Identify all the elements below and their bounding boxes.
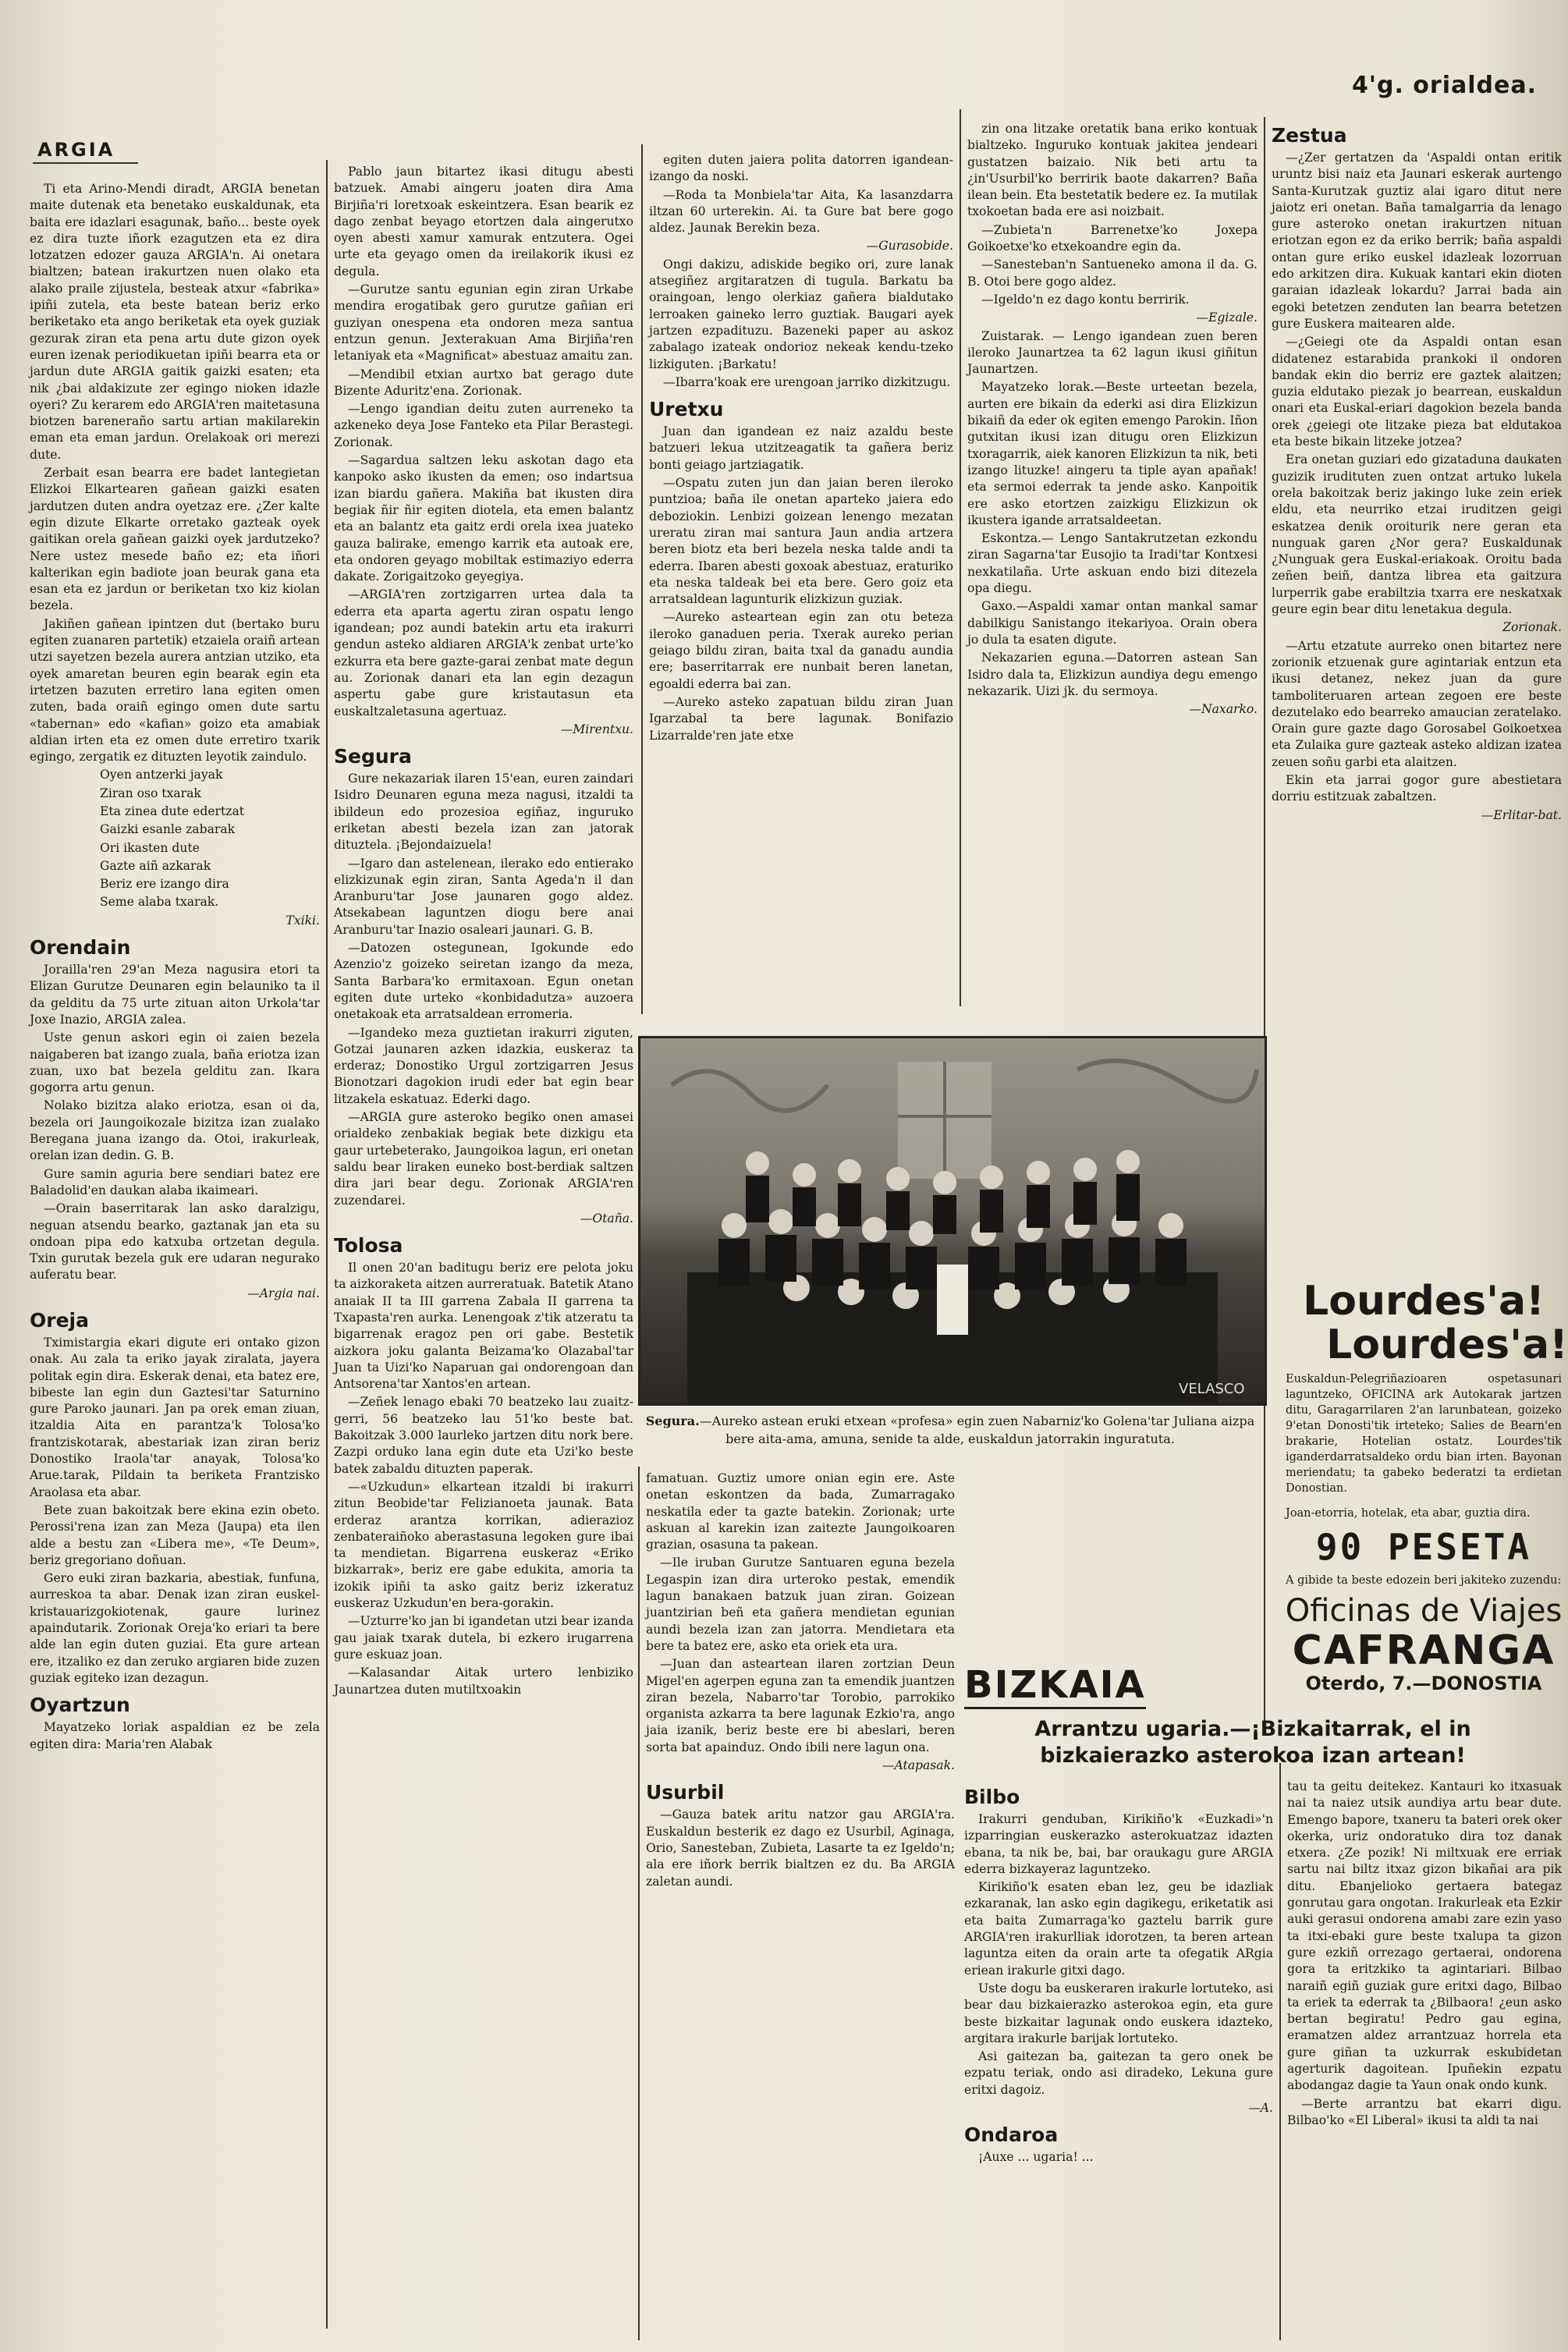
signature: Zorionak.: [1502, 620, 1562, 635]
column-3-lower: [646, 1470, 955, 2340]
photographer-signature: VELASCO: [1179, 1381, 1245, 1397]
signature: —Atapasak.: [882, 1758, 955, 1773]
article-text: —Zeñek lenago ebaki 70 beatzeko lau zuaitz-gerri, 56 beatzeko lau 51'ko beste bat. Bakoitzak 3.000 laurleko jartzen ditu nork bere. Zazpi orduko lana egin dute eta Uzi'ko beste batek zabaldu dituzten paperak.: [334, 1395, 633, 1476]
article-text: Bete zuan bakoitzak bere ekina ezin obeto. Perossi'rena izan zan Meza (Jaupa) eta ilen alde a bestu zan «Libera me», «Te Deum», beriz gregoriano doñuan.: [30, 1502, 320, 1567]
signature: —Naxarko.: [1189, 702, 1258, 717]
ad-body: Euskaldun-Pelegriñazioaren ospetasunari laguntzeko, OFICINA ark Autokarak jartzen ditu, Garagarrilaren 2'an larunbatean, goizeko 9'etan Donosti'tik irteteko; Salies de Bearn'en brakarie, Hotelian ostatz. Lourdes'tik iganderdarratsaldeko ordu bian irten. Bayonan meriendatu; ta gabeko bederatzi ta erdietan Donostian.: [1286, 1373, 1562, 1495]
poem-line: Seme alaba txarak.: [100, 895, 219, 910]
article-text: —Ospatu zuten jun dan jaian beren ileroko puntzioa; baña ile onetan aparteko jaiera edo deboziokin. Lenbizi goizean lenengo mezatan ureratu ziran mai santura Jaun andia artzera beren biotz eta beri bezela neska talde andi ta ederra. Ibaren abesti goxoak abestuaz, eraturiko eta neska taldeak bei eta bere. Gero goiz eta arratsaldean lagunturik elizkizun guziak.: [649, 476, 953, 607]
article-text: Ongi dakizu, adiskide begiko ori, zure lanak atsegiñez argitaratzen di tugula. Barkatu ba oraingoan, lengo olerkiaz gañera bialdutako lerroaken gaineko lerro guztiak. Baugari ayek jartzen ezpadituzu. Bazeneki paper au askoz zabalago izateak ondorioz nekeak kendu-tzeko lizkiguten. ¡Barkatu!: [649, 257, 953, 371]
article-text: —«Uzkudun» elkartean itzaldi bi irakurri zitun Beobide'tar Felizianoeta jaunak. Bata erderaz arantza korrikan, adierazioz zenbateraiñoko aberastasuna legoken gure ibai ta mendietan. Bigarrena euskeraz «Eriko bizkarrak», beriz ere gabe edukita, amoria ta izokik ipiñi ta asko gaitz beriz izkeratuz euskeraz Uzkudun'en bera-gorakin.: [334, 1479, 633, 1611]
column-1: [30, 181, 320, 2342]
article-text: Tximistargia ekari digute eri ontako gizon onak. Au zala ta eriko jayak ziralata, jayera politak egin dira. Eskerak denai, eta batez ere, bibeste lan egin dun Gaztesi'tar Saturnino gure Paroko jaunari. Jan pa orek eman ziuan, itzaldia Aita en parantza'k Tolosa'ko frantziskotarak, abestariak izan ziran beriz Donostiko Iraola'tar anayak, Tolosa'ko Arue.tarak, Pildain ta beriketa Frantzisko Araolasa eta abar.: [30, 1336, 320, 1499]
article-text: tau ta geitu deitekez. Kantauri ko itxasuak nai ta naiez utsik aundiya artu bear dute. Emengo bapore, txaneru ta bateri orek oker okerka, uriz ondoratuko dira toz danak etxera. ¿Ze pozik! Ni miltxuak ere erriak sartu nai biltz itxaz gizon bikañai ara pik ditu. Ebanjelioko gertaera bategaz gonrutau gara ongotan. Irakurleak eta Ezkir auki gerasui ondorena amabi zare ezin yaso ta itxi-ebaki gure beste txalupa ta gizon gure ezkiñ orrezago gertaerai, ondorena gora ta eritzkiko ta agintariari. Bilbao naraiñ egiñ guziak gure eritxi dago, Bilbao ta eriek ta ederrak ta ¿Bilbaora! ¿eun asko bertan begiratu! Pedro gau egina, eramatzen aldez arrantzuaz horrela eta gure giñan ta uzkurrak eskubidetan agerturik dagoitean. Ipuñekin ezpatu abodangaz dagie ta Yaun onak ondo kunk.: [1287, 1779, 1562, 2093]
article-text: —Gurutze santu egunian egin ziran Urkabe mendira erogatibak gero gurutze gañian eri guziyan onespena eta ondoren meza santua entzun genun. Jexterakuan Ama Birjiña'ren letaniyak eta «Magnificat» abestuaz amaitu zan.: [334, 282, 633, 364]
section-heading-uretxu: Uretxu: [649, 398, 724, 421]
column-3-upper: [649, 152, 953, 1018]
column-divider: [638, 1467, 640, 2340]
article-text: Il onen 20'an baditugu beriz ere pelota joku ta aizkoraketa aitzen aurreratuak. Batetik Atano anaiak II ta III garrena Zabala II garrena ta Txapasta'ren aurka. Lenengoak z'tik atzeratu ta bigarrenak eragoz pen ori gabe. Bestetik aizkora joku galanta Beizama'ko Olazabal'tar Juan ta Uizi'ko Naparuan gai ondorengoan dan Antsorena'tar Xantos'en artean.: [334, 1261, 633, 1392]
article-text: Mayatzeko loriak aspaldian ez be zela egiten dira: Maria'ren Alabak: [30, 1720, 320, 1751]
caption-text: —Aureko astean eruki etxean «profesa» egin zuen Nabarniz'ko Golena'tar Juliana aizpa bere aita-ama, amuna, senide ta alde, euskaldun jatorrakin inguratuta.: [699, 1414, 1255, 1446]
caption-lead: Segura.: [645, 1414, 700, 1428]
masthead-logo: ARGIA: [33, 139, 138, 164]
article-text: ¡Auxe ... ugaria! ...: [978, 2150, 1094, 2165]
article-text: —Mendibil etxian aurtxo bat gerago dute Bizente Aduritz'ena. Zorionak.: [334, 367, 633, 398]
article-text: —Artu etzatute aurreko onen bitartez nere zorionik etzuenak gure agintariak entzun eta ikusi detanez, nekez juan da gure tamboliteruaren artean zegoen ere beste dezutelako edo bearreko amaucian zeratelako. Orain gure gazte dago Gorosabel Goikoetxea eta Zulaika gure gazteak asteko aldizan izatea zeuen soñu garbi eta alaitzen.: [1272, 638, 1562, 769]
ad-note: Joan-etorria, hotelak, eta abar, guztia dira.: [1286, 1507, 1531, 1520]
signature: Txiki.: [286, 913, 320, 928]
section-heading-oreja: Oreja: [30, 1309, 89, 1332]
article-text: —Gauza batek aritu natzor gau ARGIA'ra. Euskaldun besterik ez dago ez Usurbil, Aginaga, Orio, Sanesteban, Zubieta, Lasarte ta ez Igeldo'n; ala ere iñork berrik bialtzen ez du. Ba ARGIA zaletan aundi.: [646, 1807, 955, 1889]
article-text: —Uzturre'ko jan bi igandetan utzi bear izanda gau jaiak txarak dutela, bi ezkero irugarrena gure eskuaz joan.: [334, 1614, 633, 1662]
article-text: Eskontza.— Lengo Santakrutzetan ezkondu ziran Sagarna'tar Eusojio ta Iradi'tar Kontxesi nexkatilaña. Urte askuan endo bizi ditezela opa diegu.: [967, 531, 1258, 596]
article-text: Nolako bizitza alako eriotza, esan oi da, bezela ori Jaungoikozale bizitza izan zualako Beregana juana izango da. Otoi, irakurleak, orelan izan dedin. G. B.: [30, 1098, 320, 1163]
column-divider: [326, 160, 328, 2329]
section-heading-bilbo: Bilbo: [964, 1786, 1020, 1808]
article-text: —Ibarra'koak ere urengoan jarriko dizkitzugu.: [663, 374, 951, 389]
signature: —Argia nai.: [247, 1286, 320, 1300]
article-text: Zuistarak. — Lengo igandean zuen beren ileroko Jaunartzea ta 62 lagun ikusi giñitun Jaunartzen.: [967, 328, 1258, 377]
article-text: —Roda ta Monbiela'tar Aita, Ka lasanzdarra iltzan 60 urterekin. Ai. ta Gure bat bere gogo aldez. Jaunak Berekin beza.: [649, 187, 953, 236]
article-text: —Igaro dan astelenean, ilerako edo entierako elizkizunak egin ziran, Santa Ageda'n il dan Aranburu'tar Jose jaunaren gogo aldez. Atsekabean laguntzen diogu bere anai Aranburu'tar Inazio osaleari jaunari. G. B.: [334, 856, 633, 937]
section-title-bizkaia: BIZKAIA: [964, 1663, 1146, 1709]
section-subtitle-bizkaia: Arrantzu ugaria.—¡Bizkaitarrak, el in bizkaierazko asterokoa izan artean!: [1034, 1717, 1471, 1768]
ad-note: A gibide ta beste edozein beri jakiteko zuzendu:: [1286, 1574, 1562, 1587]
page-number: 4'g. orialdea.: [1351, 72, 1537, 99]
poem-line: Gaizki esanle zabarak: [100, 822, 236, 837]
ad-office: Oficinas de Viajes: [1285, 1593, 1563, 1629]
photo-caption: [641, 1412, 1259, 1448]
article-text: —ARGIA gure asteroko begiko onen amasei orialdeko zenbakiak begiak bete dizkigu eta gaur urtebeterako, Jaungoikoa lagun, eri onetan saldu bear liraken euneko bost-berdiak saltzen dira jari bear degu. Zorionak ARGIA'ren zuzendarei.: [334, 1110, 633, 1208]
column-divider: [1264, 117, 1265, 1724]
ad-address: Oterdo, 7.—DONOSTIA: [1305, 1673, 1542, 1694]
article-text: —Zubieta'n Barrenetxe'ko Joxepa Goikoetxe'ko etxekoandre egin da.: [967, 222, 1258, 254]
article-text: Pablo jaun bitartez ikasi ditugu abesti batzuek. Amabi aingeru joaten dira Ama Birjiña'ri loretxoak eskeintzera. Esan bearik ez dago zenbat beyago etortzen dala aingerutxo oyen abesti xamur xamurak entzutera. Ogei urte eta geyago omen da ireilakorik ikusi ez degula.: [334, 165, 633, 278]
section-heading-segura: Segura: [334, 745, 412, 768]
article-text: Gure samin aguria bere sendiari batez ere Baladolid'en daukan alaba ikaimeari.: [30, 1166, 320, 1197]
article-text: —Berte arrantzu bat ekarri digu. Bilbao'ko «El Liberal» ikusi ta aldi ta nai: [1287, 2096, 1562, 2127]
article-text: —Aureko asteartean egin zan otu beteza ileroko ganaduen peria. Txerak aureko perian geiago bildu ziran, baita txal da ganadu aundia ere; baserritarrak ere nunbait beren lanetan, egoaldi ederra bai zan.: [649, 610, 953, 691]
ad-headline: Lourdes'a!: [1303, 1278, 1545, 1325]
section-heading-orendain: Orendain: [30, 936, 131, 960]
section-heading-ondaroa: Ondaroa: [964, 2123, 1059, 2147]
poem-line: Ziran oso txarak: [100, 786, 201, 800]
signature: —Egizale.: [1196, 310, 1258, 325]
group-photo-image: [640, 1038, 1265, 1403]
signature: —Mirentxu.: [560, 722, 633, 736]
article-text: egiten duten jaiera polita datorren igandean-izango da noski.: [649, 153, 953, 184]
poem-line: Ori ikasten dute: [100, 840, 200, 855]
article-text: Mayatzeko lorak.—Beste urteetan bezela, aurten ere bikain da ederki asi dira Elizkizun bikaiñ da eder ok egiten emengo Parokin. Iñon gutxitan ikusi izan ditugu oren Elizkizun txoragarrik, aiek kanoren Elizkizun ta nik, beti izango lituzke! aingeru ta tiple ayan apañak! eta sermoi ederrak ta jende asko. Kanpoitik ere asko etortzen zaizkigu Elizkizun ok ikustera igande arratsaldeetan.: [967, 380, 1258, 527]
column-bizkaia: [964, 1779, 1273, 2340]
section-heading-usurbil: Usurbil: [646, 1781, 725, 1804]
article-text: zin ona litzake oretatik bana eriko kontuak bialtzeko. Inguruko kontuak jakitea jendeari gustatzen baizaio. Nik beti artu ta ¿in'Usurbil'ko berririk baote dakarren? Baña ilean bein. Eta bestetatik bedere ez. Ia mutilak txokoetan bada ere asi noizbait.: [967, 122, 1258, 219]
column-divider: [641, 144, 643, 1014]
article-text: —Sanesteban'n Santueneko amona il da. G. B. Otoi bere gogo aldez.: [967, 257, 1258, 289]
article-text: —Igandeko meza guztietan irakurri ziguten, Gotzai jaunaren azken idazkia, euskeraz ta erderaz; Donostiko Urgul zortzigarren Jesus Bionotzari dagokion irudi eder bat egin bear litzakela eskatuaz. Ederki dago.: [334, 1025, 633, 1106]
section-heading-tolosa: Tolosa: [334, 1234, 403, 1258]
article-text: Gaxo.—Aspaldi xamar ontan mankal samar dabilkigu Sanistango itekariyoa. Orain obera jo dula ta esaten digute.: [967, 599, 1258, 647]
article-text: Ti eta Arino-Mendi diradt, ARGIA benetan maite dutenak eta benetako euskaldunak, eta baita ere idazlari esagunak, baño... beste oyek ez dira tuzte iñork ezagutzen eta ez dira lotzatzen edozer gauza ARGIA'n. Ai onetara bialtzen; batean irakurtzen nuen olako eta alako praile zijustela, besteak atxur «fabrika» ipiñi zutela, eta beste batean beriz erko beriketako eta ango beriketak eta oyek guziak gezurak ziran eta pena artu dute gizon oyek euren izenak periodikuetan ipiñi bearra eta or jardun dute ARGIA gaitik gaizki esaten; eta nik ¿bai aldakizute zer egingo nioken idazle oyeri? Zu kerarem edo ARGIA'ren maitetasuna biotzen bareneraño sartu artian makilarekin eman eta eman jardun. Orelakoak ori merezi dute.: [30, 182, 320, 462]
article-text: —Ile iruban Gurutze Santuaren eguna bezela Legaspin izan dira urteroko pestak, emendik lagun banakaen batzuk juan ziran. Goizean juantzirian beñ eta gañera mendietan egunian aundi bezela izan zan jatorra. Mendietara eta bere ta batez ere, asko eta oriek eta ura.: [646, 1556, 955, 1653]
article-text: Ekin eta jarrai gogor gure abestietara dorriu estitzuak zabaltzen.: [1272, 772, 1562, 804]
article-text: Zerbait esan bearra ere badet lantegietan Elizkoi Elkartearen gañean gaizki esaten jardutzen duten andra oyetzaz ere. ¿Zer kalte egin dizute Elkarte orretako gazteak oyek gaitikan orela gañean gaizki oyek jardutzeko? Nere ustez mesede baño ez; eta iñori kalterikan egin badiote joan beurak gana eta esan eta ez jardun or beriketan txo kiz kiolan bezela.: [30, 466, 320, 613]
ad-company: CAFRANGA: [1292, 1627, 1556, 1674]
article-text: —¿Zer gertatzen da 'Aspaldi ontan eritik uruntz bisi naiz eta Jaunari eskerak aurtengo Santa-Kurutzak guztiz alai igaro ditut nere jaiotz eri onetan. Baña tamalgarria da lenago gure asteroko onetan irakurtzen nituan eriotzan egon ez da eriko berrik; baña aspaldi ontan gure eriko euskel idazleak lozorruan edo arkitzen dira. Kukuak kantari ekin dioten garaian idazleak lokardu? Jarrai bada ain egoki betetzen zenduten lan bearra betetzen gure Euskera maitearen alde.: [1272, 151, 1562, 331]
article-text: —ARGIA'ren zortzigarren urtea dala ta ederra eta aparta agertu ziran ospatu lengo igandean; poz aundi batekin artu eta irakurri gendun asteko aldiaren ARGIA'k zenbat urte'ko ezkurra eta bere gazte-garai zenbat mate degun au. Zorionak danari eta lan egin dezagun aspertu gabe gure kristautasun eta euskaltzaletasuna agertuaz.: [334, 587, 633, 718]
article-text: Uste dogu ba euskeraren irakurle lortuteko, asi bear dau bizkaierazko asterokoa egin, eta gure beste bizkaitar lagunak ondo euskera idazteko, argitara irakurle barijak lortuteko.: [964, 1981, 1273, 2045]
article-text: Asi gaitezan ba, gaitezan ta gero onek be ezpatu teriak, ondo asi diradeko, Lekuna gure eritxi dagoiz.: [964, 2049, 1273, 2097]
column-5: [1272, 117, 1562, 1272]
poem-line: Beriz ere izango dira: [100, 877, 229, 892]
signature: —Gurasobide.: [866, 239, 953, 254]
article-text: —Kalasandar Aitak urtero lenbiziko Jaunartzea duten mutiltxoakin: [334, 1666, 633, 1697]
article-text: famatuan. Guztiz umore onian egin ere. Aste onetan eskontzen da bada, Zumarragako neskatila eder ta gazte batekin. Zorionak; urte askuan al karekin izan zaitezte Jaungoikoaren grazian, osasuna ta pakean.: [646, 1471, 955, 1552]
article-text: Nekazarien eguna.—Datorren astean San Isidro dala ta, Elizkizun aundiya degu emengo nekazarik. Uizi jk. du sermoya.: [967, 651, 1258, 698]
column-divider: [1279, 1763, 1281, 2340]
signature: —Erlitar-bat.: [1481, 807, 1562, 822]
section-heading-zestua: Zestua: [1272, 124, 1347, 147]
poem-line: Oyen antzerki jayak: [100, 768, 223, 782]
signature: —Otaña.: [580, 1211, 633, 1226]
advertisement-lourdes: [1279, 1278, 1568, 1694]
article-text: Era onetan guziari edo gizataduna daukaten guzizik irudituten zuen ontzat artuko lukela orela bakoitzak beriz jakingo luke zein eriek eldu, eta neurriko etzai iruditzen geigi eskatzea denik oroiturik nere geran eta nunguak garen ¿Nor gera? Euskaldunak ¿Nunguak gera Euskal-eriakoak. Oroitu bada zeñen beiñ, dantza librea eta gaitzura lurperrik gabe erabiltzia txarra ere neskatxak geure egin bear ditu lenetakua degula.: [1272, 452, 1562, 617]
ad-headline: Lourdes'a!: [1326, 1321, 1568, 1368]
poem-line: Gazte aiñ azkarak: [100, 858, 211, 873]
article-text: —Orain baserritarak lan asko daralzigu, neguan atsendu bearko, gaztanak jan eta su ondoan pipa edo katxuba ortzetan degula. Txin gurutak bezela guk ere udaran negurako auferatu bear.: [30, 1201, 320, 1282]
poem-line: Eta zinea dute edertzat: [100, 804, 245, 818]
group-photo: [638, 1036, 1267, 1406]
article-text: Gero euki ziran bazkaria, abestiak, funfuna, aurreskoa ta abar. Denak izan ziran euskel-kristauarizgokiotenak, gaure lurinez apaindutarik. Zorionak Oreja'ko eriari ta bere alde lan egin duten guziai. Eta gure artean ere, itzaliko ez dan zeruko argiaren bide zuzen guziak egiteko izan dezagun.: [30, 1571, 320, 1685]
article-text: Jorailla'ren 29'an Meza nagusira etori ta Elizan Gurutze Deunaren egin belauniko ta il da gelditu da 75 urte zituan aiton Urkola'tar Joxe Inazio, ARGIA zalea.: [30, 963, 320, 1027]
section-heading-oyartzun: Oyartzun: [30, 1694, 130, 1717]
column-6: [1287, 1779, 1562, 2340]
column-2: [334, 164, 633, 2340]
column-divider: [960, 109, 961, 1006]
article-text: Uste genun askori egin oi zaien bezela naigaberen bat izango zuala, baña eriotza izan zuan, uxo bat bezela gelditu zan. Ikara gogorra artu genun.: [30, 1031, 320, 1095]
article-text: Irakurri genduban, Kirikiño'k «Euzkadi»'n izparringian euskerazko asterokuatzaz idazten ebana, ta nik be, bai, bar oraukagu gure ARGIA ederra bizkayeraz laguntzeko.: [964, 1812, 1273, 1876]
article-text: —Datozen ostegunean, Igokunde edo Azenzio'z goizeko seiretan izango da meza, Santa Barbara'ko ermitaxoan. Egun onetan egiten dute urteko «konbidadutza» auzoera onetakoak eta arratsaldean erromeria.: [334, 941, 633, 1022]
article-text: —Aureko asteko zapatuan bildu ziran Juan Igarzabal ta bere lagunak. Bonifazio Lizarralde'ren jate etxe: [649, 694, 953, 743]
article-text: Jakiñen gañean ipintzen dut (bertako buru egiten zuanaren partetik) etzaiela oraiñ artean utzi sayetzen bezela aurera antzian utziko, eta oyek amaretan beuren egin bearak egin eta irtetzen bazuten erretiro lana egiten omen zuten, bada oraiñ egingo omen dute sartu «tabernan» edo «kafian» goizo eta amabiak aldian irten eta ez omen dute erretiro txarik egingo, zergatik ez dituzten leyotik zaindulo.: [30, 616, 320, 764]
article-text: —Sagardua saltzen leku askotan dago eta kanpoko asko ikusten da emen; oso indartsua izan biardu gañera. Makiña bat ikusten dira begiak ñir ñir egiten diotela, eta emen balantz eta an balantz eta gaitz erdi orela ixea juateko gauza balirake, emengo karrik eta autoak ere, eta ondoren geyago mobiltak estimaziyo ederra dakate. Zorigaitzoko geyegiya.: [334, 453, 633, 584]
article-text: —¿Geiegi ote da Aspaldi ontan esan didatenez estarabida prankoki il ondoren bandak ekin dio berriz ere gaztek alaitzen; guzia eldutako piezak jo bearrean, euskaldun onari eta Euskal-eriari dagokion bezela banda orek ¿geiegi ote litzake pieza bat eldutakoa eta beste bikain litzeke jotzea?: [1272, 335, 1562, 449]
article-text: Gure nekazariak ilaren 15'ean, euren zaindari Isidro Deunaren eguna meza nagusi, itzaldi ta ibildeun edo prozesioa egiñaz, inguruko eriketan abesti bezela izan zan jatorak dituztela. ¡Bejondaizuela!: [334, 772, 633, 853]
article-text: Juan dan igandean ez naiz azaldu beste batzueri lekua utzitzeagatik ta gañera beriz bonti geiago jartziagatik.: [649, 424, 953, 472]
signature: —A.: [1248, 2101, 1273, 2116]
column-4-upper: [967, 121, 1258, 1018]
article-text: —Juan dan asteartean ilaren zortzian Deun Migel'en agerpen eguna zan ta emendik juantzen ziran bezela, Nabarro'tar Torobio, parrokiko organista azkarra ta bere lagunak Ezkio'ra, ango jaia izanik, beriz beste ere bi abeslari, beren sorta bat apainduz. Ondo ibili nere lagun ona.: [646, 1657, 955, 1754]
article-text: —Igeldo'n ez dago kontu berririk.: [981, 292, 1190, 307]
article-text: Kirikiño'k esaten eban lez, geu be idazliak ezkaranak, lan asko egin dagikegu, eriketatik asi eta baita Zumarraga'ko gaztelu barrik gure ARGIA'ren irakurlliak idorotzen, ta beren artean laguntza eiten da orain arte ta ofegatik ARgia eriean irakurle gitxi dago.: [964, 1880, 1273, 1978]
article-text: —Lengo igandian deitu zuten aurreneko ta azkeneko deya Jose Fanteko eta Pilar Berastegi. Zorionak.: [334, 402, 633, 449]
ad-price: 90 PESETA: [1315, 1526, 1532, 1568]
